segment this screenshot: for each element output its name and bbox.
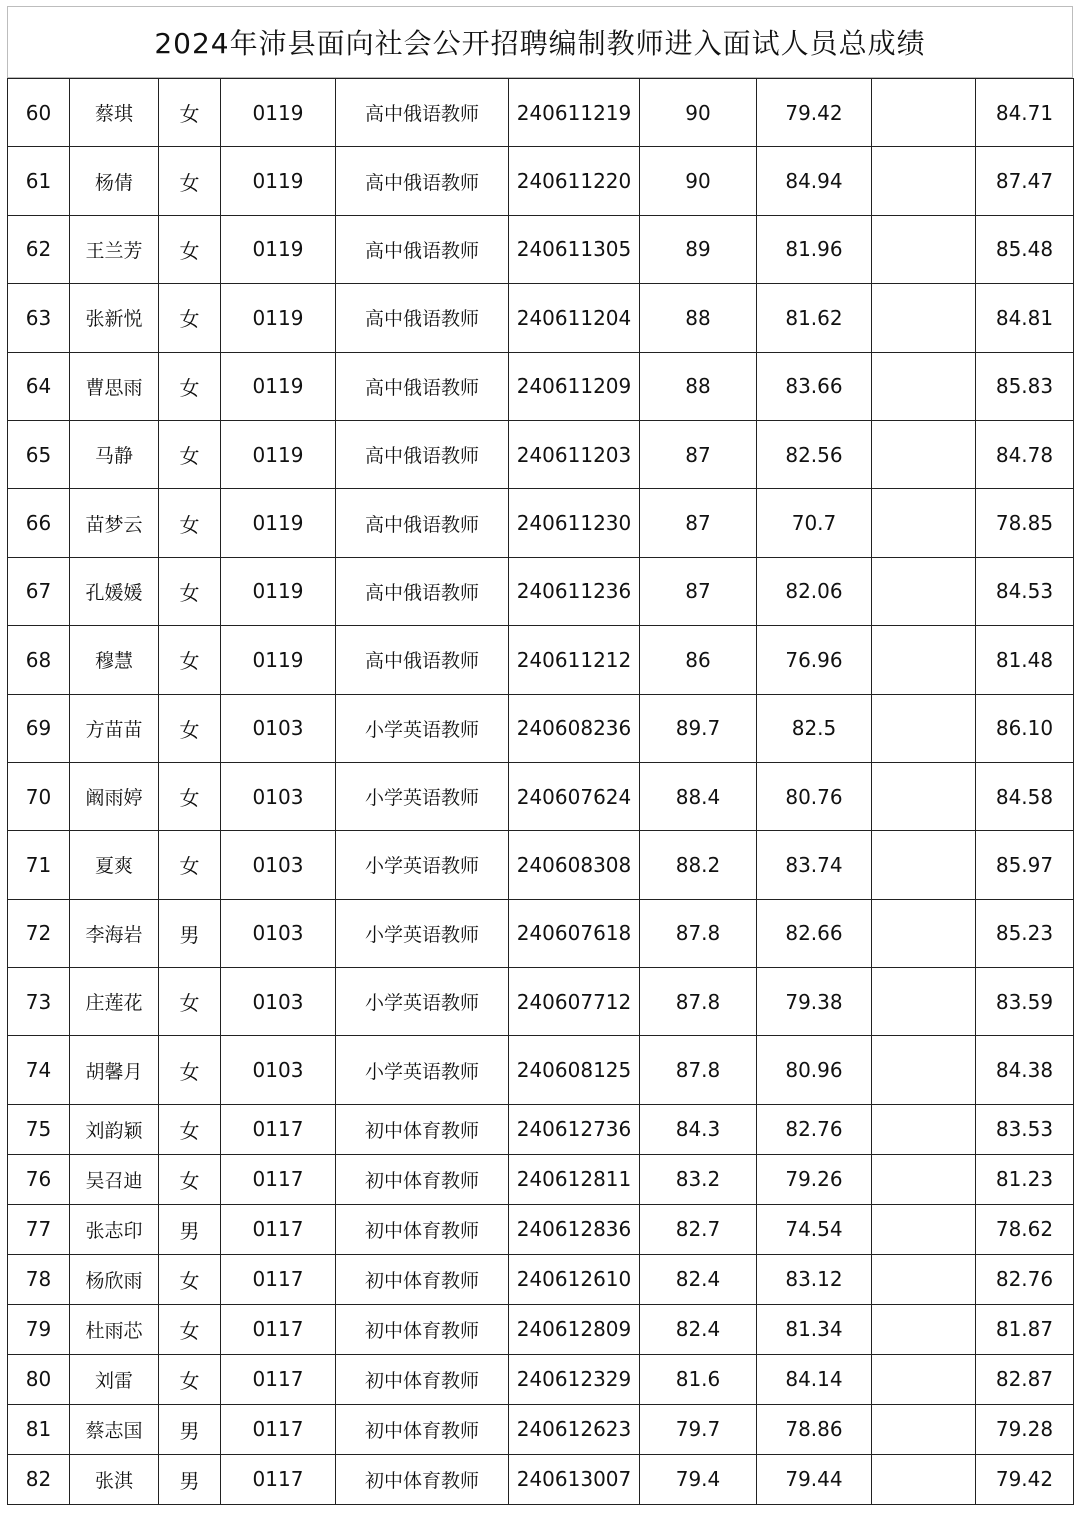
exam-id: 240607618	[509, 899, 640, 967]
exam-id: 240612329	[509, 1354, 640, 1404]
candidate-name: 曹思雨	[70, 352, 159, 420]
candidate-gender: 女	[159, 420, 221, 488]
candidate-name: 夏爽	[70, 831, 159, 899]
table-row	[8, 215, 1074, 283]
written-score: 90	[640, 79, 757, 147]
row-number: 65	[8, 420, 70, 488]
candidate-gender: 男	[159, 1204, 221, 1254]
exam-id: 240608308	[509, 831, 640, 899]
candidate-gender: 女	[159, 557, 221, 625]
remark-cell	[872, 420, 976, 488]
candidate-name: 杨倩	[70, 147, 159, 215]
remark-cell	[872, 831, 976, 899]
row-number: 74	[8, 1036, 70, 1104]
interview-score: 82.06	[757, 557, 872, 625]
position-code: 0103	[221, 899, 336, 967]
interview-score: 82.76	[757, 1104, 872, 1154]
position-code: 0103	[221, 694, 336, 762]
written-score: 82.4	[640, 1304, 757, 1354]
candidate-name: 张新悦	[70, 284, 159, 352]
written-score: 90	[640, 147, 757, 215]
candidate-gender: 女	[159, 626, 221, 694]
candidate-name: 杨欣雨	[70, 1254, 159, 1304]
total-score: 84.58	[976, 762, 1074, 830]
row-number: 69	[8, 694, 70, 762]
position-code: 0117	[221, 1354, 336, 1404]
title-bar	[7, 6, 1073, 78]
total-score: 81.23	[976, 1154, 1074, 1204]
total-score: 87.47	[976, 147, 1074, 215]
position-code: 0117	[221, 1154, 336, 1204]
position-code: 0117	[221, 1204, 336, 1254]
written-score: 79.4	[640, 1454, 757, 1504]
exam-id: 240611220	[509, 147, 640, 215]
candidate-gender: 女	[159, 1354, 221, 1404]
position-code: 0119	[221, 284, 336, 352]
remark-cell	[872, 284, 976, 352]
table-row	[8, 557, 1074, 625]
written-score: 84.3	[640, 1104, 757, 1154]
remark-cell	[872, 1036, 976, 1104]
row-number: 70	[8, 762, 70, 830]
row-number: 62	[8, 215, 70, 283]
table-row	[8, 79, 1074, 147]
interview-score: 84.94	[757, 147, 872, 215]
interview-score: 81.34	[757, 1304, 872, 1354]
position-code: 0117	[221, 1404, 336, 1454]
interview-score: 83.66	[757, 352, 872, 420]
remark-cell	[872, 694, 976, 762]
interview-score: 79.38	[757, 968, 872, 1036]
total-score: 83.53	[976, 1104, 1074, 1154]
table-row	[8, 1404, 1074, 1454]
written-score: 81.6	[640, 1354, 757, 1404]
candidate-name: 马静	[70, 420, 159, 488]
exam-id: 240612623	[509, 1404, 640, 1454]
written-score: 89.7	[640, 694, 757, 762]
remark-cell	[872, 968, 976, 1036]
row-number: 79	[8, 1304, 70, 1354]
position-name: 初中体育教师	[336, 1354, 509, 1404]
row-number: 63	[8, 284, 70, 352]
position-name: 小学英语教师	[336, 694, 509, 762]
candidate-gender: 男	[159, 1454, 221, 1504]
position-name: 高中俄语教师	[336, 79, 509, 147]
remark-cell	[872, 1454, 976, 1504]
exam-id: 240612610	[509, 1254, 640, 1304]
total-score: 78.62	[976, 1204, 1074, 1254]
position-name: 小学英语教师	[336, 968, 509, 1036]
candidate-name: 张志印	[70, 1204, 159, 1254]
table-row	[8, 1154, 1074, 1204]
candidate-name: 杜雨芯	[70, 1304, 159, 1354]
exam-id: 240611305	[509, 215, 640, 283]
row-number: 60	[8, 79, 70, 147]
remark-cell	[872, 1404, 976, 1454]
candidate-gender: 女	[159, 147, 221, 215]
table-row	[8, 831, 1074, 899]
exam-id: 240611230	[509, 489, 640, 557]
written-score: 88	[640, 284, 757, 352]
position-name: 高中俄语教师	[336, 147, 509, 215]
candidate-name: 胡馨月	[70, 1036, 159, 1104]
position-name: 小学英语教师	[336, 1036, 509, 1104]
exam-id: 240612736	[509, 1104, 640, 1154]
remark-cell	[872, 215, 976, 283]
position-code: 0119	[221, 352, 336, 420]
written-score: 88.2	[640, 831, 757, 899]
row-number: 61	[8, 147, 70, 215]
remark-cell	[872, 489, 976, 557]
total-score: 84.81	[976, 284, 1074, 352]
interview-score: 81.62	[757, 284, 872, 352]
candidate-name: 庄莲花	[70, 968, 159, 1036]
written-score: 87.8	[640, 1036, 757, 1104]
written-score: 87	[640, 557, 757, 625]
position-code: 0103	[221, 968, 336, 1036]
position-code: 0103	[221, 1036, 336, 1104]
total-score: 84.78	[976, 420, 1074, 488]
interview-score: 81.96	[757, 215, 872, 283]
row-number: 81	[8, 1404, 70, 1454]
candidate-gender: 女	[159, 694, 221, 762]
remark-cell	[872, 352, 976, 420]
total-score: 84.71	[976, 79, 1074, 147]
exam-id: 240612811	[509, 1154, 640, 1204]
candidate-gender: 男	[159, 899, 221, 967]
row-number: 78	[8, 1254, 70, 1304]
table-row	[8, 1454, 1074, 1504]
table-row	[8, 1354, 1074, 1404]
written-score: 82.4	[640, 1254, 757, 1304]
candidate-gender: 女	[159, 762, 221, 830]
position-code: 0117	[221, 1254, 336, 1304]
table-row	[8, 968, 1074, 1036]
table-row	[8, 1304, 1074, 1354]
candidate-name: 蔡琪	[70, 79, 159, 147]
row-number: 64	[8, 352, 70, 420]
position-code: 0119	[221, 215, 336, 283]
exam-id: 240607712	[509, 968, 640, 1036]
position-name: 高中俄语教师	[336, 557, 509, 625]
interview-score: 79.42	[757, 79, 872, 147]
row-number: 73	[8, 968, 70, 1036]
row-number: 72	[8, 899, 70, 967]
candidate-name: 李海岩	[70, 899, 159, 967]
candidate-gender: 女	[159, 284, 221, 352]
position-code: 0119	[221, 626, 336, 694]
candidate-name: 孔媛媛	[70, 557, 159, 625]
table-row	[8, 489, 1074, 557]
candidate-name: 方苗苗	[70, 694, 159, 762]
exam-id: 240611219	[509, 79, 640, 147]
candidate-gender: 男	[159, 1404, 221, 1454]
candidate-gender: 女	[159, 1036, 221, 1104]
position-name: 高中俄语教师	[336, 626, 509, 694]
row-number: 77	[8, 1204, 70, 1254]
position-code: 0119	[221, 557, 336, 625]
written-score: 87	[640, 420, 757, 488]
exam-id: 240607624	[509, 762, 640, 830]
written-score: 79.7	[640, 1404, 757, 1454]
table-row	[8, 762, 1074, 830]
candidate-gender: 女	[159, 968, 221, 1036]
interview-score: 83.12	[757, 1254, 872, 1304]
row-number: 68	[8, 626, 70, 694]
position-name: 高中俄语教师	[336, 284, 509, 352]
table-row	[8, 626, 1074, 694]
total-score: 81.48	[976, 626, 1074, 694]
position-code: 0117	[221, 1304, 336, 1354]
candidate-gender: 女	[159, 1304, 221, 1354]
candidate-name: 张淇	[70, 1454, 159, 1504]
candidate-gender: 女	[159, 831, 221, 899]
total-score: 82.87	[976, 1354, 1074, 1404]
position-code: 0103	[221, 762, 336, 830]
row-number: 71	[8, 831, 70, 899]
position-name: 初中体育教师	[336, 1254, 509, 1304]
table-row	[8, 147, 1074, 215]
remark-cell	[872, 1304, 976, 1354]
exam-id: 240612809	[509, 1304, 640, 1354]
table-row	[8, 420, 1074, 488]
position-code: 0119	[221, 420, 336, 488]
written-score: 88.4	[640, 762, 757, 830]
page-title: 2024年沛县面向社会公开招聘编制教师进入面试人员总成绩	[154, 27, 926, 60]
exam-id: 240608236	[509, 694, 640, 762]
table-row	[8, 899, 1074, 967]
exam-id: 240608125	[509, 1036, 640, 1104]
table-row	[8, 352, 1074, 420]
total-score: 85.83	[976, 352, 1074, 420]
candidate-gender: 女	[159, 352, 221, 420]
row-number: 82	[8, 1454, 70, 1504]
table-row	[8, 284, 1074, 352]
position-name: 初中体育教师	[336, 1304, 509, 1354]
exam-id: 240611209	[509, 352, 640, 420]
exam-id: 240611203	[509, 420, 640, 488]
position-code: 0117	[221, 1104, 336, 1154]
position-name: 初中体育教师	[336, 1204, 509, 1254]
candidate-gender: 女	[159, 79, 221, 147]
row-number: 80	[8, 1354, 70, 1404]
position-name: 小学英语教师	[336, 762, 509, 830]
exam-id: 240611204	[509, 284, 640, 352]
total-score: 85.97	[976, 831, 1074, 899]
candidate-gender: 女	[159, 1154, 221, 1204]
candidate-name: 刘韵颖	[70, 1104, 159, 1154]
interview-score: 79.44	[757, 1454, 872, 1504]
interview-score: 83.74	[757, 831, 872, 899]
total-score: 79.28	[976, 1404, 1074, 1454]
remark-cell	[872, 1154, 976, 1204]
row-number: 76	[8, 1154, 70, 1204]
total-score: 86.10	[976, 694, 1074, 762]
candidate-name: 穆慧	[70, 626, 159, 694]
table-row	[8, 1104, 1074, 1154]
total-score: 85.48	[976, 215, 1074, 283]
total-score: 82.76	[976, 1254, 1074, 1304]
total-score: 84.38	[976, 1036, 1074, 1104]
written-score: 87.8	[640, 968, 757, 1036]
position-code: 0119	[221, 489, 336, 557]
candidate-gender: 女	[159, 1104, 221, 1154]
interview-score: 84.14	[757, 1354, 872, 1404]
position-name: 小学英语教师	[336, 831, 509, 899]
total-score: 79.42	[976, 1454, 1074, 1504]
total-score: 81.87	[976, 1304, 1074, 1354]
position-name: 初中体育教师	[336, 1404, 509, 1454]
candidate-gender: 女	[159, 215, 221, 283]
position-name: 小学英语教师	[336, 899, 509, 967]
written-score: 83.2	[640, 1154, 757, 1204]
interview-score: 82.56	[757, 420, 872, 488]
remark-cell	[872, 626, 976, 694]
candidate-name: 吴召迪	[70, 1154, 159, 1204]
interview-score: 80.76	[757, 762, 872, 830]
interview-score: 74.54	[757, 1204, 872, 1254]
position-name: 高中俄语教师	[336, 352, 509, 420]
interview-score: 79.26	[757, 1154, 872, 1204]
total-score: 78.85	[976, 489, 1074, 557]
row-number: 66	[8, 489, 70, 557]
remark-cell	[872, 899, 976, 967]
interview-score: 76.96	[757, 626, 872, 694]
position-code: 0103	[221, 831, 336, 899]
remark-cell	[872, 762, 976, 830]
total-score: 85.23	[976, 899, 1074, 967]
score-table	[7, 78, 1074, 1505]
row-number: 67	[8, 557, 70, 625]
position-name: 高中俄语教师	[336, 420, 509, 488]
remark-cell	[872, 147, 976, 215]
written-score: 86	[640, 626, 757, 694]
written-score: 82.7	[640, 1204, 757, 1254]
remark-cell	[872, 1254, 976, 1304]
exam-id: 240613007	[509, 1454, 640, 1504]
remark-cell	[872, 1354, 976, 1404]
remark-cell	[872, 79, 976, 147]
interview-score: 80.96	[757, 1036, 872, 1104]
candidate-name: 王兰芳	[70, 215, 159, 283]
position-name: 初中体育教师	[336, 1104, 509, 1154]
remark-cell	[872, 1104, 976, 1154]
row-number: 75	[8, 1104, 70, 1154]
table-row	[8, 694, 1074, 762]
exam-id: 240611236	[509, 557, 640, 625]
total-score: 83.59	[976, 968, 1074, 1036]
written-score: 89	[640, 215, 757, 283]
interview-score: 78.86	[757, 1404, 872, 1454]
table-row	[8, 1254, 1074, 1304]
remark-cell	[872, 1204, 976, 1254]
exam-id: 240612836	[509, 1204, 640, 1254]
position-name: 高中俄语教师	[336, 489, 509, 557]
position-code: 0119	[221, 79, 336, 147]
interview-score: 82.5	[757, 694, 872, 762]
position-name: 初中体育教师	[336, 1154, 509, 1204]
interview-score: 82.66	[757, 899, 872, 967]
position-name: 高中俄语教师	[336, 215, 509, 283]
interview-score: 70.7	[757, 489, 872, 557]
table-row	[8, 1204, 1074, 1254]
remark-cell	[872, 557, 976, 625]
exam-id: 240611212	[509, 626, 640, 694]
written-score: 88	[640, 352, 757, 420]
total-score: 84.53	[976, 557, 1074, 625]
written-score: 87	[640, 489, 757, 557]
candidate-gender: 女	[159, 1254, 221, 1304]
candidate-gender: 女	[159, 489, 221, 557]
candidate-name: 苗梦云	[70, 489, 159, 557]
position-code: 0119	[221, 147, 336, 215]
candidate-name: 刘雷	[70, 1354, 159, 1404]
candidate-name: 阚雨婷	[70, 762, 159, 830]
score-table-body	[8, 79, 1074, 1505]
candidate-name: 蔡志国	[70, 1404, 159, 1454]
position-name: 初中体育教师	[336, 1454, 509, 1504]
table-row	[8, 1036, 1074, 1104]
written-score: 87.8	[640, 899, 757, 967]
position-code: 0117	[221, 1454, 336, 1504]
